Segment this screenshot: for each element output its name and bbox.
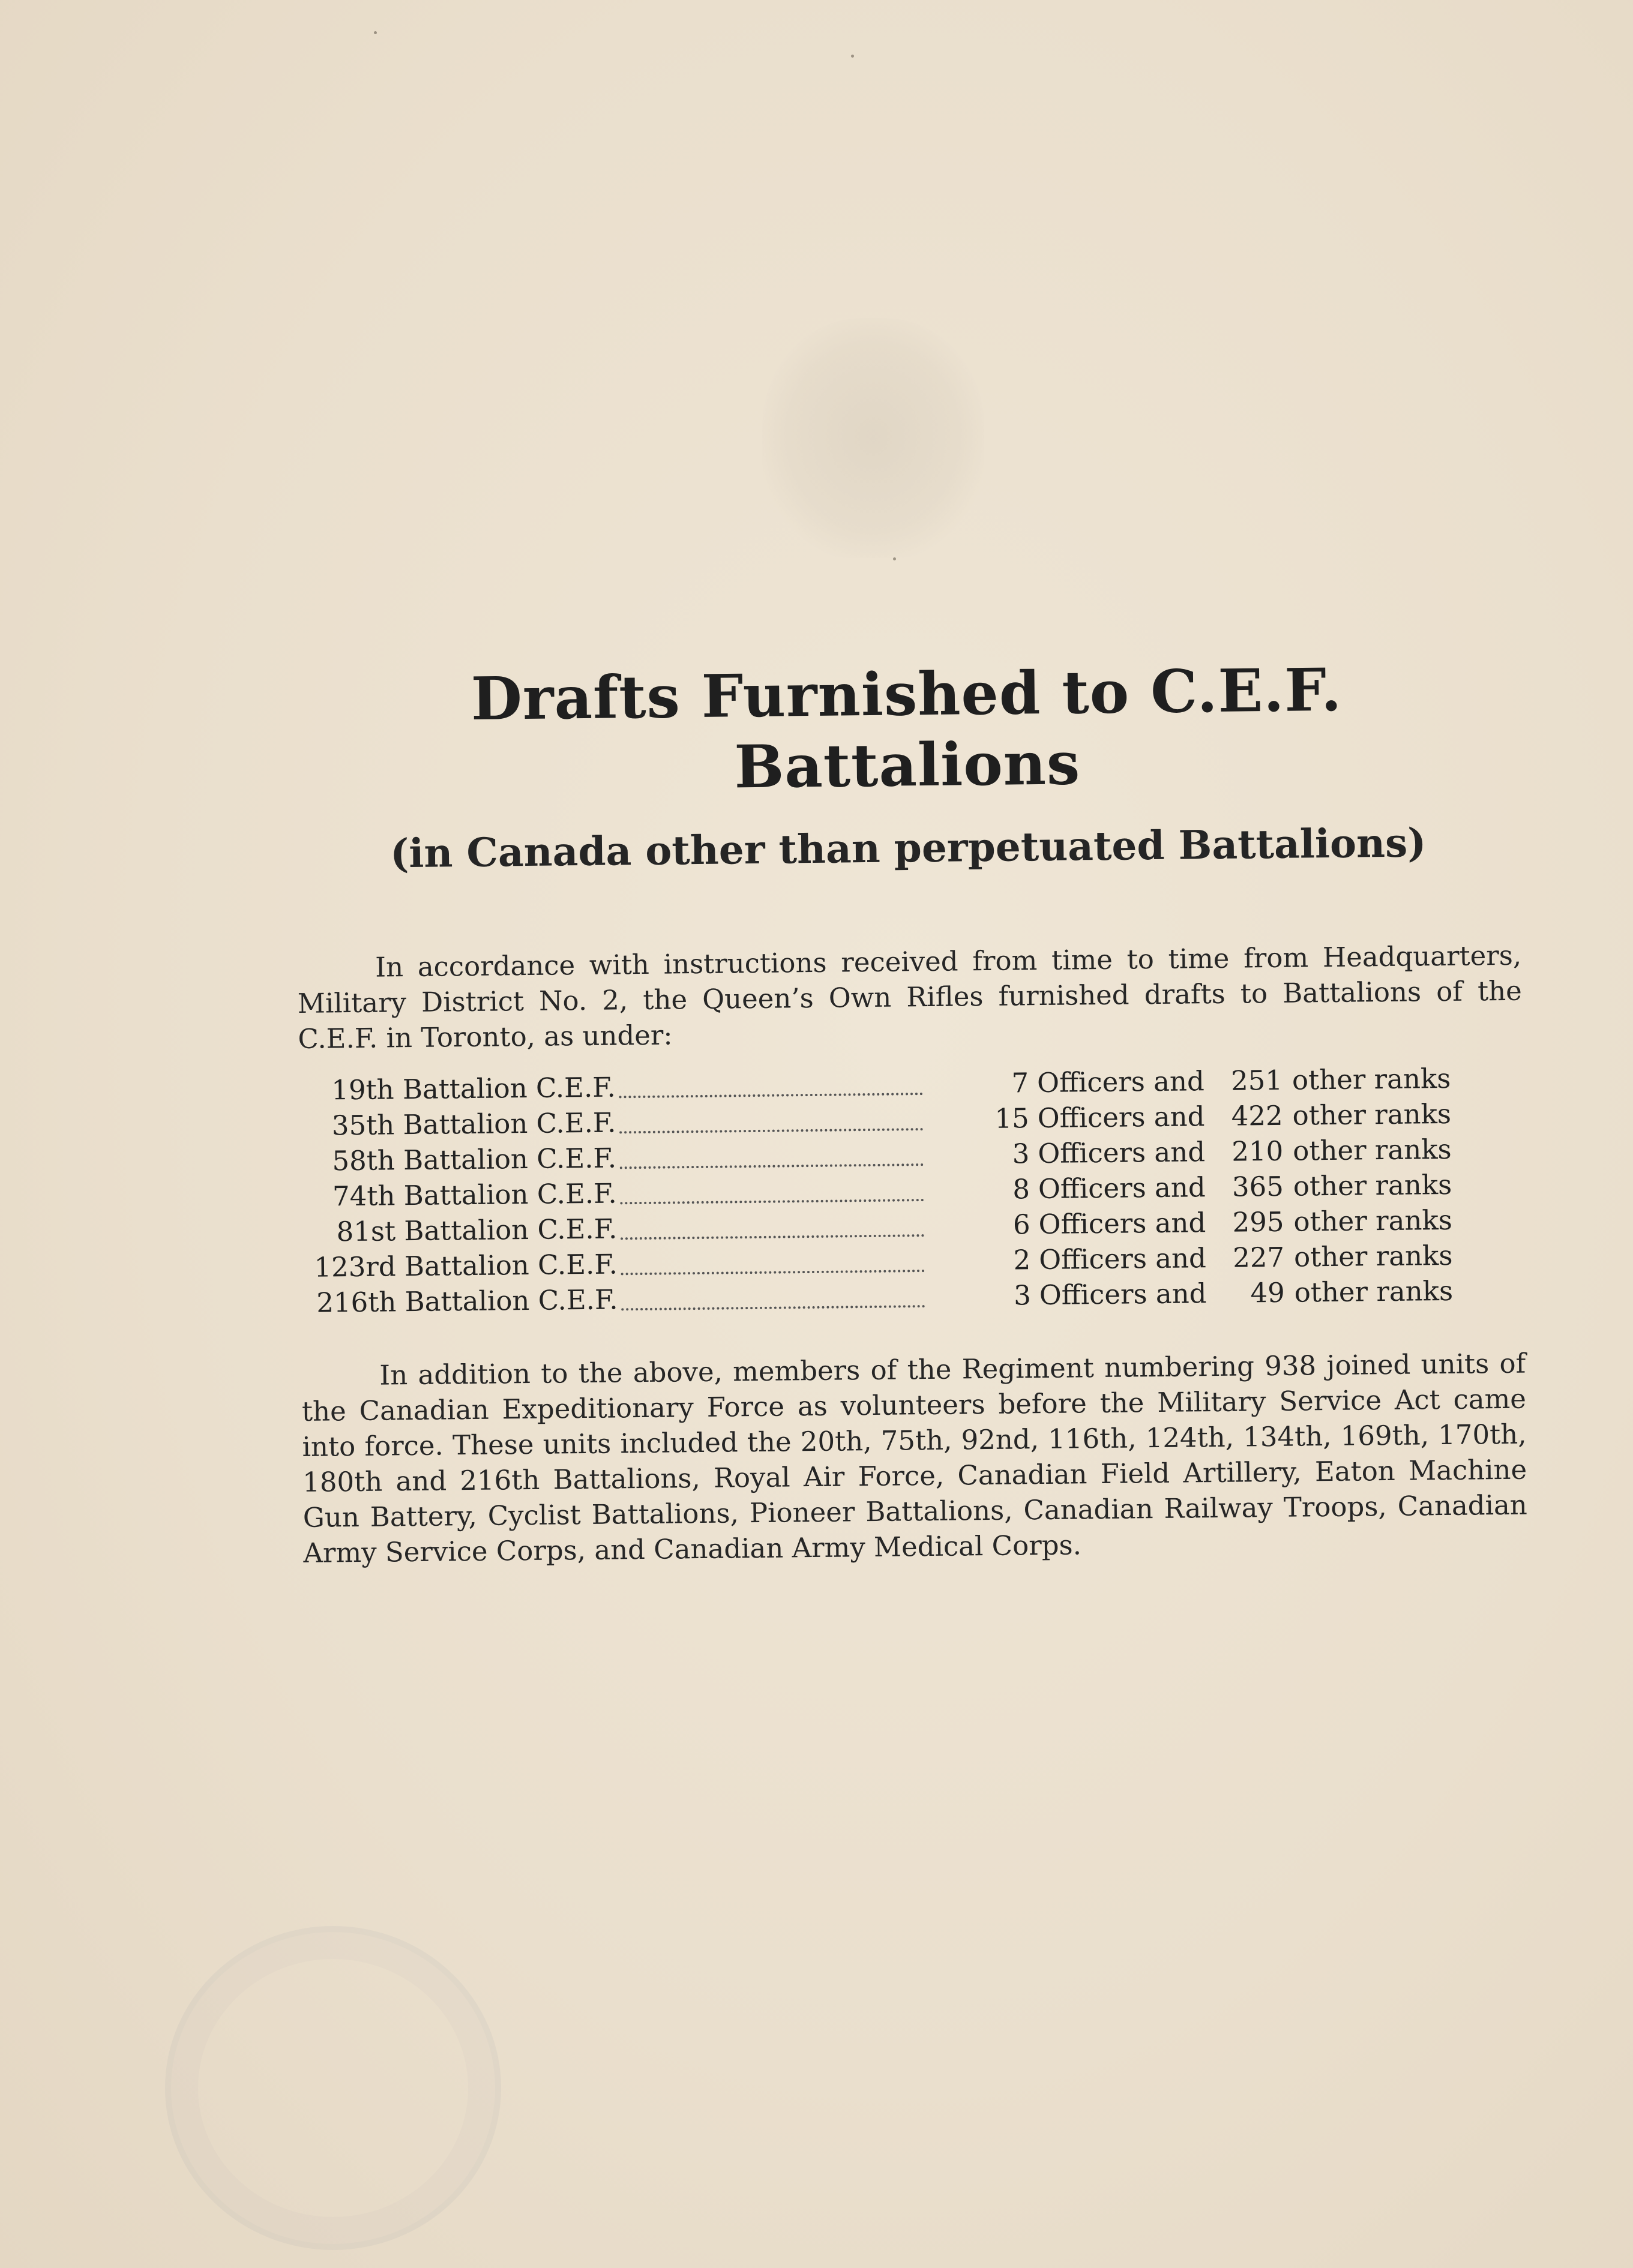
page-subtitle: (in Canada other than perpetuated Battalions)	[389, 819, 1427, 877]
faint-crest-bleedthrough	[762, 318, 984, 558]
other-ranks-label: other ranks	[1292, 1133, 1452, 1167]
dot-leader	[619, 1110, 923, 1133]
battalion-name: 35th Battalion C.E.F.	[331, 1106, 616, 1142]
officers-count: 3	[1013, 1279, 1032, 1312]
other-ranks-count: 210	[1232, 1135, 1284, 1168]
battalion-name: 81st Battalion C.E.F.	[336, 1213, 618, 1248]
battalion-name: 19th Battalion C.E.F.	[331, 1071, 616, 1106]
officers-count: 7	[1011, 1067, 1029, 1099]
other-ranks-count: 422	[1231, 1100, 1283, 1133]
dot-leader	[621, 1216, 924, 1240]
other-ranks-label: other ranks	[1293, 1240, 1453, 1273]
drafts-table	[298, 1063, 1453, 1322]
other-ranks-label: other ranks	[1292, 1063, 1451, 1096]
other-ranks-count: 365	[1232, 1171, 1284, 1204]
dot-leader	[620, 1145, 924, 1169]
paper-speck	[851, 55, 854, 58]
dot-leader	[620, 1181, 924, 1204]
officers-count: 2	[1013, 1244, 1031, 1276]
officers-and-label: Officers and	[1037, 1100, 1205, 1135]
page-content	[294, 653, 1528, 1571]
other-ranks-count: 251	[1230, 1064, 1283, 1097]
dot-leader	[619, 1075, 923, 1098]
other-ranks-count: 49	[1250, 1277, 1286, 1309]
other-ranks-count: 227	[1232, 1241, 1285, 1274]
paper-speck	[893, 557, 896, 560]
officers-count: 15	[994, 1102, 1030, 1135]
officers-and-label: Officers and	[1039, 1277, 1207, 1312]
officers-and-label: Officers and	[1038, 1171, 1206, 1205]
other-ranks-label: other ranks	[1294, 1275, 1454, 1309]
closing-paragraph: In addition to the above, members of the Regiment numbering 938 joined units of the Canadian Expeditionary Force as volunteers before the Military Service Act came into force. These units included the 20th, 75th, 92nd, 116th, 124th, 134th, 169th, 170th, 180th and 216th Battalions, Royal Air Force, Canadian Field Artillery, Eaton Machine Gun Battery, Cyclist Battalions, Pioneer Battalions, Canadian Railway Troops, Canadian Army Service Corps, and Canadian Army Medical Corps.	[301, 1347, 1528, 1570]
officers-count: 6	[1012, 1208, 1030, 1241]
battalion-name: 216th Battalion C.E.F.	[316, 1283, 618, 1319]
paper-speck	[374, 31, 377, 34]
battalion-name: 123rd Battalion C.E.F.	[314, 1248, 618, 1284]
battalion-name: 74th Battalion C.E.F.	[332, 1177, 617, 1213]
other-ranks-label: other ranks	[1293, 1169, 1452, 1202]
officers-and-label: Officers and	[1038, 1242, 1207, 1276]
faint-stamp-bleedthrough	[165, 1926, 501, 2250]
page-title: Drafts Furnished to C.E.F. Battalions	[471, 655, 1343, 802]
officers-count: 8	[1012, 1173, 1030, 1205]
officers-count: 3	[1012, 1138, 1030, 1170]
other-ranks-label: other ranks	[1293, 1204, 1453, 1238]
other-ranks-count: 295	[1232, 1206, 1284, 1239]
officers-and-label: Officers and	[1038, 1207, 1206, 1241]
battalion-name: 58th Battalion C.E.F.	[332, 1142, 617, 1177]
dot-leader	[621, 1287, 925, 1310]
officers-and-label: Officers and	[1036, 1065, 1205, 1099]
officers-and-label: Officers and	[1038, 1136, 1206, 1170]
dot-leader	[621, 1252, 925, 1275]
intro-paragraph: In accordance with instructions received from time to time from Headquarters, Military District No. 2, the Queen’s Own Rifles furnished drafts to Battalions of the C.E.F. in Toronto, as under:	[297, 939, 1523, 1055]
other-ranks-label: other ranks	[1292, 1098, 1452, 1132]
